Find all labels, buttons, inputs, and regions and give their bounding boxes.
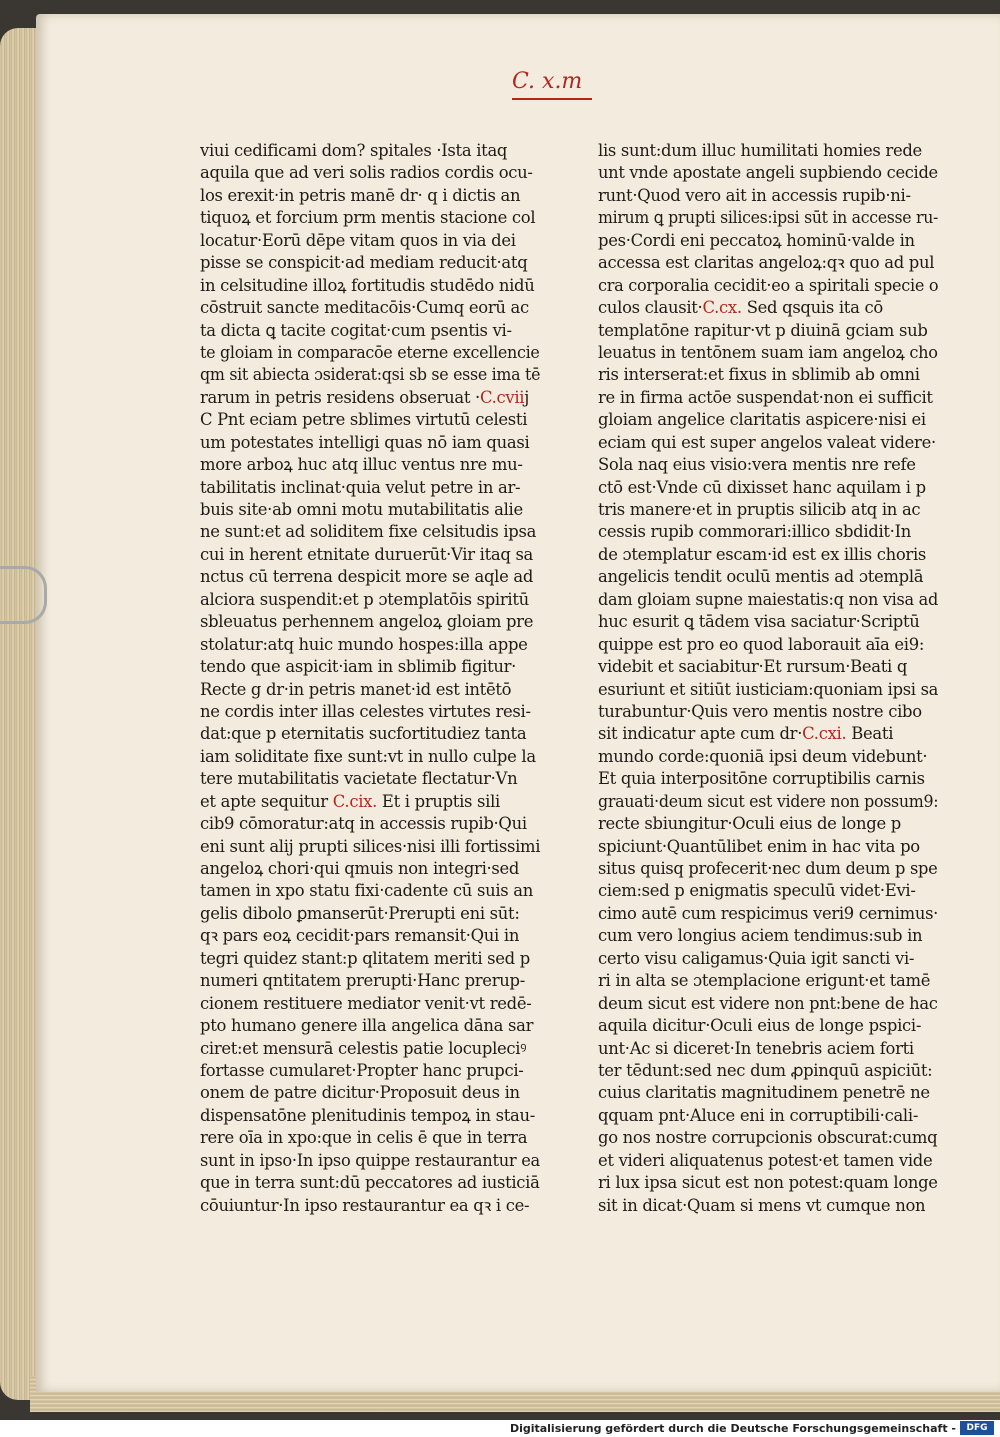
text-line: cuius claritatis magnitudinem penetrē ne bbox=[598, 1083, 930, 1103]
text-line: et apte sequitur C.cix. Et i pruptis sili bbox=[200, 791, 500, 811]
text-line: go nos nostre corrupcionis obscurat:cumq bbox=[598, 1128, 938, 1148]
text-line: in celsitudine illoꝝ fortitudis studēdo nidū bbox=[200, 275, 535, 295]
chapter-marker: C.cxi. bbox=[802, 724, 847, 744]
text-line: angelicis tendit oculū mentis ad ɔtemplā bbox=[598, 567, 924, 587]
text-line: situs quisq profecerit·nec dum deum p spe bbox=[598, 859, 938, 878]
text-line: templatōne rapitur·vt p diuinā gciam sub bbox=[598, 320, 928, 340]
text-line: tris manere·et in pruptis silicib atq in ac bbox=[598, 500, 921, 519]
text-line: qquam pnt·Aluce eni in corruptibili·cali- bbox=[598, 1105, 919, 1125]
text-line: onem de patre dicitur·Proposuit deus in bbox=[200, 1083, 520, 1103]
text-line: tendo que aspicit·iam in sblimib figitur· bbox=[200, 657, 517, 677]
text-line: mirum ꝗ prupti silices:ipsi sūt in accesse ru- bbox=[598, 208, 939, 228]
text-line: viui cedificami dom? spitales ·Ista itaq bbox=[200, 141, 508, 160]
text-line: esuriunt et sitiūt iusticiam:quoniam ipsi sa bbox=[598, 679, 939, 699]
text-line: cui in herent etnitate duruerūt·Vir itaq sa bbox=[200, 544, 534, 564]
text-line: culos clausit·C.cx. Sed qsquis ita cō bbox=[598, 298, 883, 318]
left-text-column bbox=[200, 140, 540, 1217]
text-line: ciret:et mensurā celestis patie locupleciꝰ bbox=[200, 1038, 527, 1058]
text-line: um potestates intelligi quas nō iam quasi bbox=[200, 432, 530, 452]
text-line: qꝛ pars eoꝝ cecidit·pars remansit·Qui in bbox=[200, 926, 520, 946]
text-line: lis sunt:dum illuc humilitati homies rede bbox=[598, 141, 922, 160]
text-line: ciem:sed p enigmatis speculū videt·Evi- bbox=[598, 881, 916, 901]
text-line: de ɔtemplatur escam·id est ex illis choris bbox=[598, 544, 927, 564]
text-line: huc esurit ꝗ tādem visa saciatur·Scriptū bbox=[598, 612, 920, 632]
text-line: cib9 cōmoratur:atq in accessis rupib·Qui bbox=[200, 814, 527, 834]
text-line: et videri aliquatenus potest·et tamen vide bbox=[598, 1150, 933, 1170]
text-line: pes·Cordi eni peccatoꝝ hominū·valde in bbox=[598, 230, 915, 250]
page-edge-stack bbox=[0, 28, 40, 1400]
text-line: re in firma actōe suspendat·non ei sufficit bbox=[598, 387, 933, 407]
text-line: dispensatōne plenitudinis tempoꝝ in stau- bbox=[200, 1105, 535, 1125]
text-line: cōuiuntur·In ipso restaurantur ea qꝛ i ce- bbox=[200, 1195, 530, 1215]
text-line: unt·Ac si diceret·In tenebris aciem forti bbox=[598, 1038, 914, 1058]
text-line: rere oīa in xpo:que in celis ē que in terra bbox=[200, 1128, 528, 1148]
text-line: eni sunt alij prupti silices·nisi illi fortissimi bbox=[200, 836, 541, 856]
text-line: tegri quidez stant:p qlitatem meriti sed p bbox=[200, 948, 530, 968]
text-line: angeloꝝ chori·qui qmuis non integri·sed bbox=[200, 859, 520, 878]
text-line: grauati·deum sicut est videre non possum9: bbox=[598, 791, 939, 811]
text-line: certo visu caligamus·Quia igit sancti vi- bbox=[598, 948, 915, 968]
digitization-credit: Digitalisierung gefördert durch die Deutsche Forschungsgemeinschaft - bbox=[509, 1422, 956, 1435]
text-line: locatur·Eorū dēpe vitam quos in via dei bbox=[200, 230, 516, 250]
text-line: cionem restituere mediator venit·vt redē- bbox=[200, 993, 532, 1013]
text-line: aquila dicitur·Oculi eius de longe pspici- bbox=[598, 1016, 922, 1036]
text-line: runt·Quod vero ait in accessis rupib·ni- bbox=[598, 185, 911, 205]
text-line: iam soliditate fixe sunt:vt in nullo culpe la bbox=[200, 746, 536, 766]
text-line: ri in alta se ɔtemplacione erigunt·et tamē bbox=[598, 971, 931, 991]
text-line: ne sunt:et ad soliditem fixe celsitudis ipsa bbox=[200, 522, 537, 542]
text-line: cum vero longius aciem tendimus:sub in bbox=[598, 926, 923, 946]
text-line: dat:que p eternitatis sucfortitudiez tanta bbox=[200, 724, 527, 744]
text-line: ter tēdunt:sed nec dum ꝓpinquū aspiciūt: bbox=[598, 1060, 933, 1080]
text-line: cōstruit sancte meditacōis·Cumq eorū ac bbox=[200, 298, 529, 318]
text-line: videbit et saciabitur·Et rursum·Beati q bbox=[598, 657, 908, 677]
text-line: fortasse cumularet·Propter hanc prupci- bbox=[200, 1060, 524, 1080]
text-line: sit in dicat·Quam si mens vt cumque non bbox=[598, 1195, 926, 1215]
text-line: tiquoꝝ et forcium prm mentis stacione col bbox=[200, 208, 536, 228]
text-line: gloiam angelice claritatis aspicere·nisi ei bbox=[598, 410, 926, 430]
text-line: cessis rupib commorari:illico sbdidit·In bbox=[598, 522, 912, 542]
running-title: C. x.m bbox=[512, 66, 592, 100]
text-line: leuatus in tentōnem suam iam angeloꝝ cho bbox=[598, 342, 938, 362]
text-line: numeri qntitatem prerupti·Hanc prerup- bbox=[200, 971, 525, 991]
text-line: more arboꝝ huc atq illuc ventus nre mu- bbox=[200, 455, 523, 475]
text-line: accessa est claritas angeloꝝ:qꝛ quo ad pul bbox=[598, 253, 935, 273]
text-line: nctus cū terrena despicit more se aqle ad bbox=[200, 567, 534, 587]
text-line: ris interserat:et fixus in sblimib ab omni bbox=[598, 365, 920, 385]
text-line: cimo autē cum respicimus veri9 cernimus· bbox=[598, 903, 939, 923]
text-line: quippe est pro eo quod laborauit aīa ei9: bbox=[598, 634, 925, 654]
text-line: pisse se conspicit·ad mediam reducit·atq bbox=[200, 253, 528, 273]
text-line: dam gloiam supne maiestatis:q non visa ad bbox=[598, 589, 938, 609]
paper-clip-icon bbox=[0, 566, 47, 624]
text-line: qm sit abiecta ɔsiderat:qsi sb se esse ima tē bbox=[200, 365, 541, 385]
text-line: spiciunt·Quantūlibet enim in hac vita po bbox=[598, 836, 920, 856]
text-line: deum sicut est videre non pnt:bene de hac bbox=[598, 993, 938, 1013]
text-line: tabilitatis inclinat·quia velut petre in ar- bbox=[200, 477, 521, 497]
text-line: ta dicta ꝗ tacite cogitat·cum psentis vi- bbox=[200, 320, 512, 340]
text-line: rarum in petris residens obseruat ·C.cviij bbox=[200, 387, 530, 407]
text-line: unt vnde apostate angeli supbiendo cecide bbox=[598, 163, 938, 183]
text-line: eciam qui est super angelos valeat videre· bbox=[598, 432, 936, 452]
text-line: C Pnt eciam petre sblimes virtutū celesti bbox=[200, 410, 528, 430]
text-line: los erexit·in petris manē dr· q i dictis an bbox=[200, 185, 521, 205]
text-line: Sola naq eius visio:vera mentis nre refe bbox=[598, 455, 916, 475]
text-line: aquila que ad veri solis radios cordis ocu- bbox=[200, 163, 533, 183]
text-line: te gloiam in comparacōe eterne excellencie bbox=[200, 342, 540, 362]
text-line: recte sbiungitur·Oculi eius de longe p bbox=[598, 814, 901, 834]
text-line: ne cordis inter illas celestes virtutes resi- bbox=[200, 701, 531, 721]
right-text-column bbox=[598, 140, 938, 1217]
text-line: turabuntur·Quis vero mentis nostre cibo bbox=[598, 701, 922, 721]
text-line: Et quia interpositōne corruptibilis carnis bbox=[598, 769, 925, 789]
text-line: ri lux ipsa sicut est non potest:quam longe bbox=[598, 1173, 938, 1193]
text-line: que in terra sunt:dū peccatores ad iusticiā bbox=[200, 1173, 540, 1193]
text-line: mundo corde:quoniā ipsi deum videbunt· bbox=[598, 746, 928, 766]
text-line: sbleuatus perhennem angeloꝝ gloiam pre bbox=[200, 612, 534, 632]
text-line: pto humano genere illa angelica dāna sar bbox=[200, 1016, 534, 1036]
text-line: Recte g dr·in petris manet·id est intētō bbox=[200, 679, 512, 699]
text-line: buis site·ab omni motu mutabilitatis alie bbox=[200, 500, 523, 519]
chapter-marker: C.cx. bbox=[702, 298, 742, 318]
text-line: sit indicatur apte cum dr·C.cxi. Beati bbox=[598, 724, 894, 744]
dfg-logo: DFG bbox=[960, 1421, 994, 1435]
text-line: cra corporalia cecidit·eo a spiritali specie o bbox=[598, 275, 939, 295]
text-line: alciora suspendit:et p ɔtemplatōis spiritū bbox=[200, 589, 529, 609]
text-line: stolatur:atq huic mundo hospes:illa appe bbox=[200, 634, 528, 654]
text-line: sunt in ipso·In ipso quippe restaurantur ea bbox=[200, 1150, 540, 1170]
text-line: tere mutabilitatis vacietate flectatur·Vn bbox=[200, 769, 518, 789]
chapter-marker: C.cix. bbox=[332, 791, 377, 811]
text-line: ctō est·Vnde cū dixisset hanc aquilam i p bbox=[598, 477, 926, 497]
chapter-marker: C.cvii bbox=[479, 387, 525, 407]
text-line: gelis dibolo ꝑmanserūt·Prerupti eni sūt: bbox=[200, 903, 520, 923]
text-line: tamen in xpo statu fixi·cadente cū suis an bbox=[200, 881, 534, 901]
